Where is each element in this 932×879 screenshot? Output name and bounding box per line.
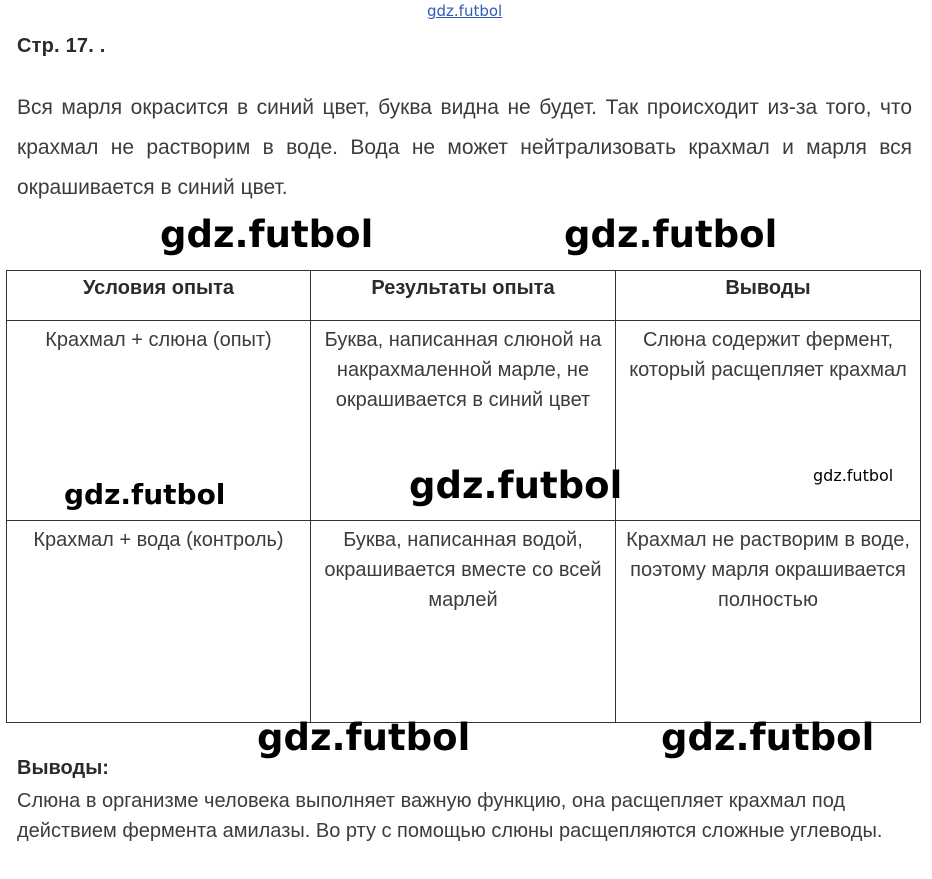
conclusions-text: Слюна в организме человека выполняет важную функцию, она расщепляет крахмал под действием фермента амилазы. Во рту с помощью слюны расщепляются сложные углеводы.	[17, 790, 883, 842]
watermark: gdz.futbol	[564, 213, 778, 256]
watermark: gdz.futbol	[661, 716, 875, 759]
intro-paragraph: Вся марля окрасится в синий цвет, буква видна не будет. Так происходит из-за того, что крахмал не растворим в воде. Вода не может нейтрализовать крахмал и марля вся окрашивается в синий цвет.	[17, 96, 912, 199]
table-cell: Крахмал + вода (контроль)	[7, 521, 311, 723]
table-header-cell: Условия опыта	[7, 271, 311, 321]
table-cell: Слюна содержит фермент, который расщепляет крахмал	[616, 321, 921, 521]
watermark: gdz.futbol	[409, 464, 623, 507]
table-header-cell: Выводы	[616, 271, 921, 321]
conclusions-title: Выводы:	[17, 757, 109, 779]
watermark-link-top[interactable]: gdz.futbol	[427, 2, 503, 20]
table-cell: Буква, написанная слюной на накрахмаленной марле, не окрашивается в синий цвет	[311, 321, 616, 521]
watermark: gdz.futbol	[160, 213, 374, 256]
page-title: Стр. 17. .	[17, 35, 106, 57]
table-row	[7, 521, 921, 723]
watermark: gdz.futbol	[64, 478, 226, 511]
watermark: gdz.futbol	[257, 716, 471, 759]
table-header-cell: Результаты опыта	[311, 271, 616, 321]
table-cell: Крахмал + слюна (опыт)	[7, 321, 311, 521]
table-cell: Крахмал не растворим в воде, поэтому марля окрашивается полностью	[616, 521, 921, 723]
watermark: gdz.futbol	[813, 466, 894, 485]
table-header-row	[7, 271, 921, 321]
table-cell: Буква, написанная водой, окрашивается вместе со всей марлей	[311, 521, 616, 723]
